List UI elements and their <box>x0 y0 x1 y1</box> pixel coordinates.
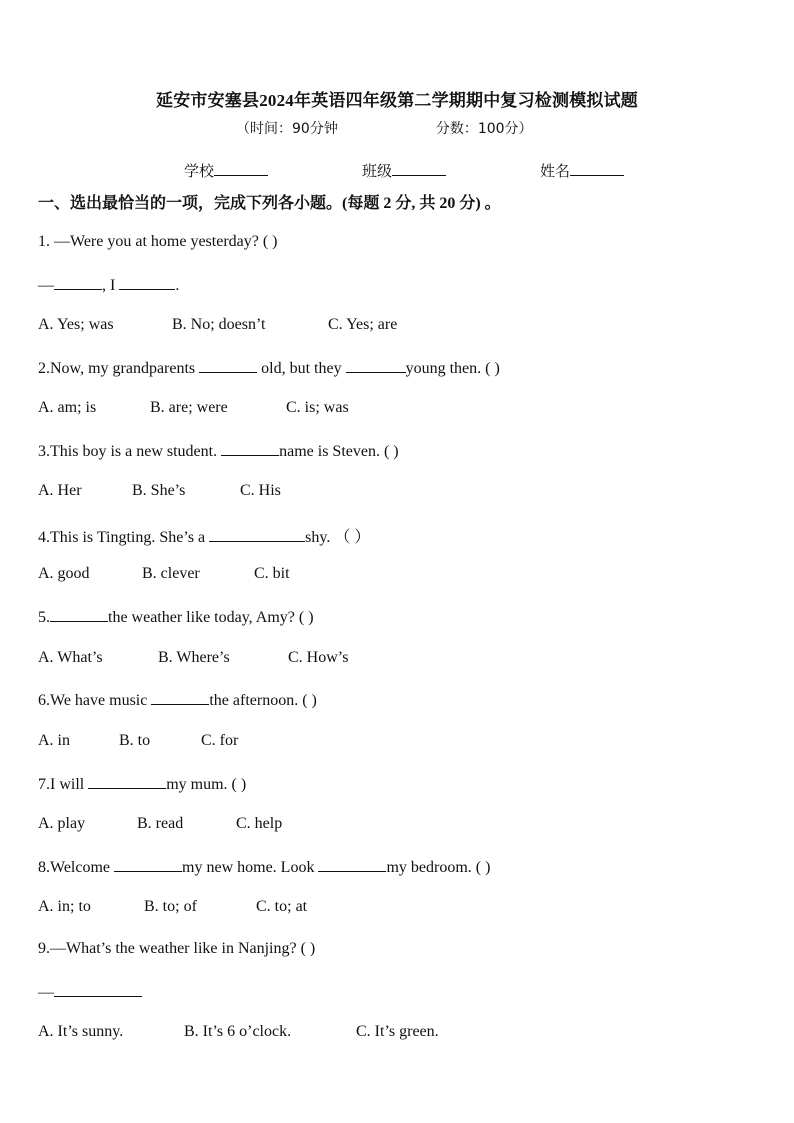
answer-blank <box>318 857 386 872</box>
option-c: C. to; at <box>256 898 308 915</box>
question-4-options <box>38 565 290 583</box>
option-a: A. It’s sunny. <box>38 1023 124 1040</box>
option-c: C. His <box>240 482 281 499</box>
question-2-options <box>38 399 349 417</box>
answer-blank <box>199 358 257 373</box>
question-4-stem: 4.This is Tingting. She’s a shy. （ ） <box>38 529 371 546</box>
option-c: C. Yes; are <box>328 316 398 333</box>
question-1-options <box>38 316 397 334</box>
option-a: A. play <box>38 815 86 832</box>
name-field: 姓名 <box>540 160 624 181</box>
class-field: 班级 <box>362 160 446 181</box>
answer-blank <box>54 982 142 997</box>
answer-blank <box>346 358 406 373</box>
total-score: 分数：100分） <box>435 121 533 137</box>
option-b: B. to <box>119 732 151 749</box>
answer-blank <box>209 527 305 542</box>
answer-blank <box>54 275 102 290</box>
section-heading: 一、选出最恰当的一项，完成下列各小题。(每题 2 分, 共 20 分) 。 <box>38 195 501 212</box>
question-7-options <box>38 815 282 833</box>
option-a: A. in <box>38 732 70 749</box>
school-field: 学校 <box>184 160 268 181</box>
option-a: A. What’s <box>38 649 103 666</box>
option-a: A. am; is <box>38 399 97 416</box>
question-1-answer-line: — , I . <box>38 277 180 294</box>
option-a: A. Her <box>38 482 82 499</box>
option-b: B. clever <box>142 565 200 582</box>
answer-blank <box>114 857 182 872</box>
school-blank <box>214 161 268 176</box>
question-8-stem: 8.Welcome my new home. Look my bedroom. ( ) <box>38 859 491 876</box>
exam-subtitle <box>236 118 533 138</box>
option-b: B. Where’s <box>158 649 230 666</box>
question-2-stem: 2.Now, my grandparents old, but they young then. ( ) <box>38 360 500 377</box>
question-5-options <box>38 649 348 667</box>
question-1-stem: 1. —Were you at home yesterday? ( ) <box>38 233 278 250</box>
question-6-options <box>38 732 238 750</box>
time-limit: （时间：90分钟 <box>236 121 338 137</box>
question-9-answer-line: — <box>38 982 142 1002</box>
answer-blank <box>221 441 279 456</box>
option-b: B. are; were <box>150 399 228 416</box>
question-9-options <box>38 1023 439 1041</box>
question-9-stem: 9.—What’s the weather like in Nanjing? ( ) <box>38 940 316 957</box>
option-b: B. She’s <box>132 482 186 499</box>
option-c: C. is; was <box>286 399 349 416</box>
answer-blank <box>151 690 209 705</box>
exam-title: 延安市安塞县2024年英语四年级第二学期期中复习检测模拟试题 <box>156 91 638 110</box>
option-a: A. good <box>38 565 90 582</box>
question-8-options <box>38 898 307 916</box>
answer-blank <box>50 607 108 622</box>
option-c: C. for <box>201 732 239 749</box>
option-b: B. It’s 6 o’clock. <box>184 1023 292 1040</box>
class-blank <box>392 161 446 176</box>
student-info-line <box>184 160 624 181</box>
option-b: B. read <box>137 815 184 832</box>
answer-blank <box>119 275 175 290</box>
option-a: A. in; to <box>38 898 91 915</box>
option-a: A. Yes; was <box>38 316 114 333</box>
question-3-options <box>38 482 281 500</box>
question-5-stem: 5. the weather like today, Amy? ( ) <box>38 609 314 626</box>
option-c: C. How’s <box>288 649 349 666</box>
question-3-stem: 3.This boy is a new student. name is Steven. ( ) <box>38 443 399 460</box>
option-c: C. It’s green. <box>356 1023 439 1040</box>
question-7-stem: 7.I will my mum. ( ) <box>38 776 247 793</box>
answer-blank <box>88 774 166 789</box>
question-6-stem: 6.We have music the afternoon. ( ) <box>38 692 317 709</box>
option-b: B. No; doesn’t <box>172 316 266 333</box>
option-c: C. help <box>236 815 283 832</box>
option-b: B. to; of <box>144 898 197 915</box>
option-c: C. bit <box>254 565 290 582</box>
name-blank <box>570 161 624 176</box>
